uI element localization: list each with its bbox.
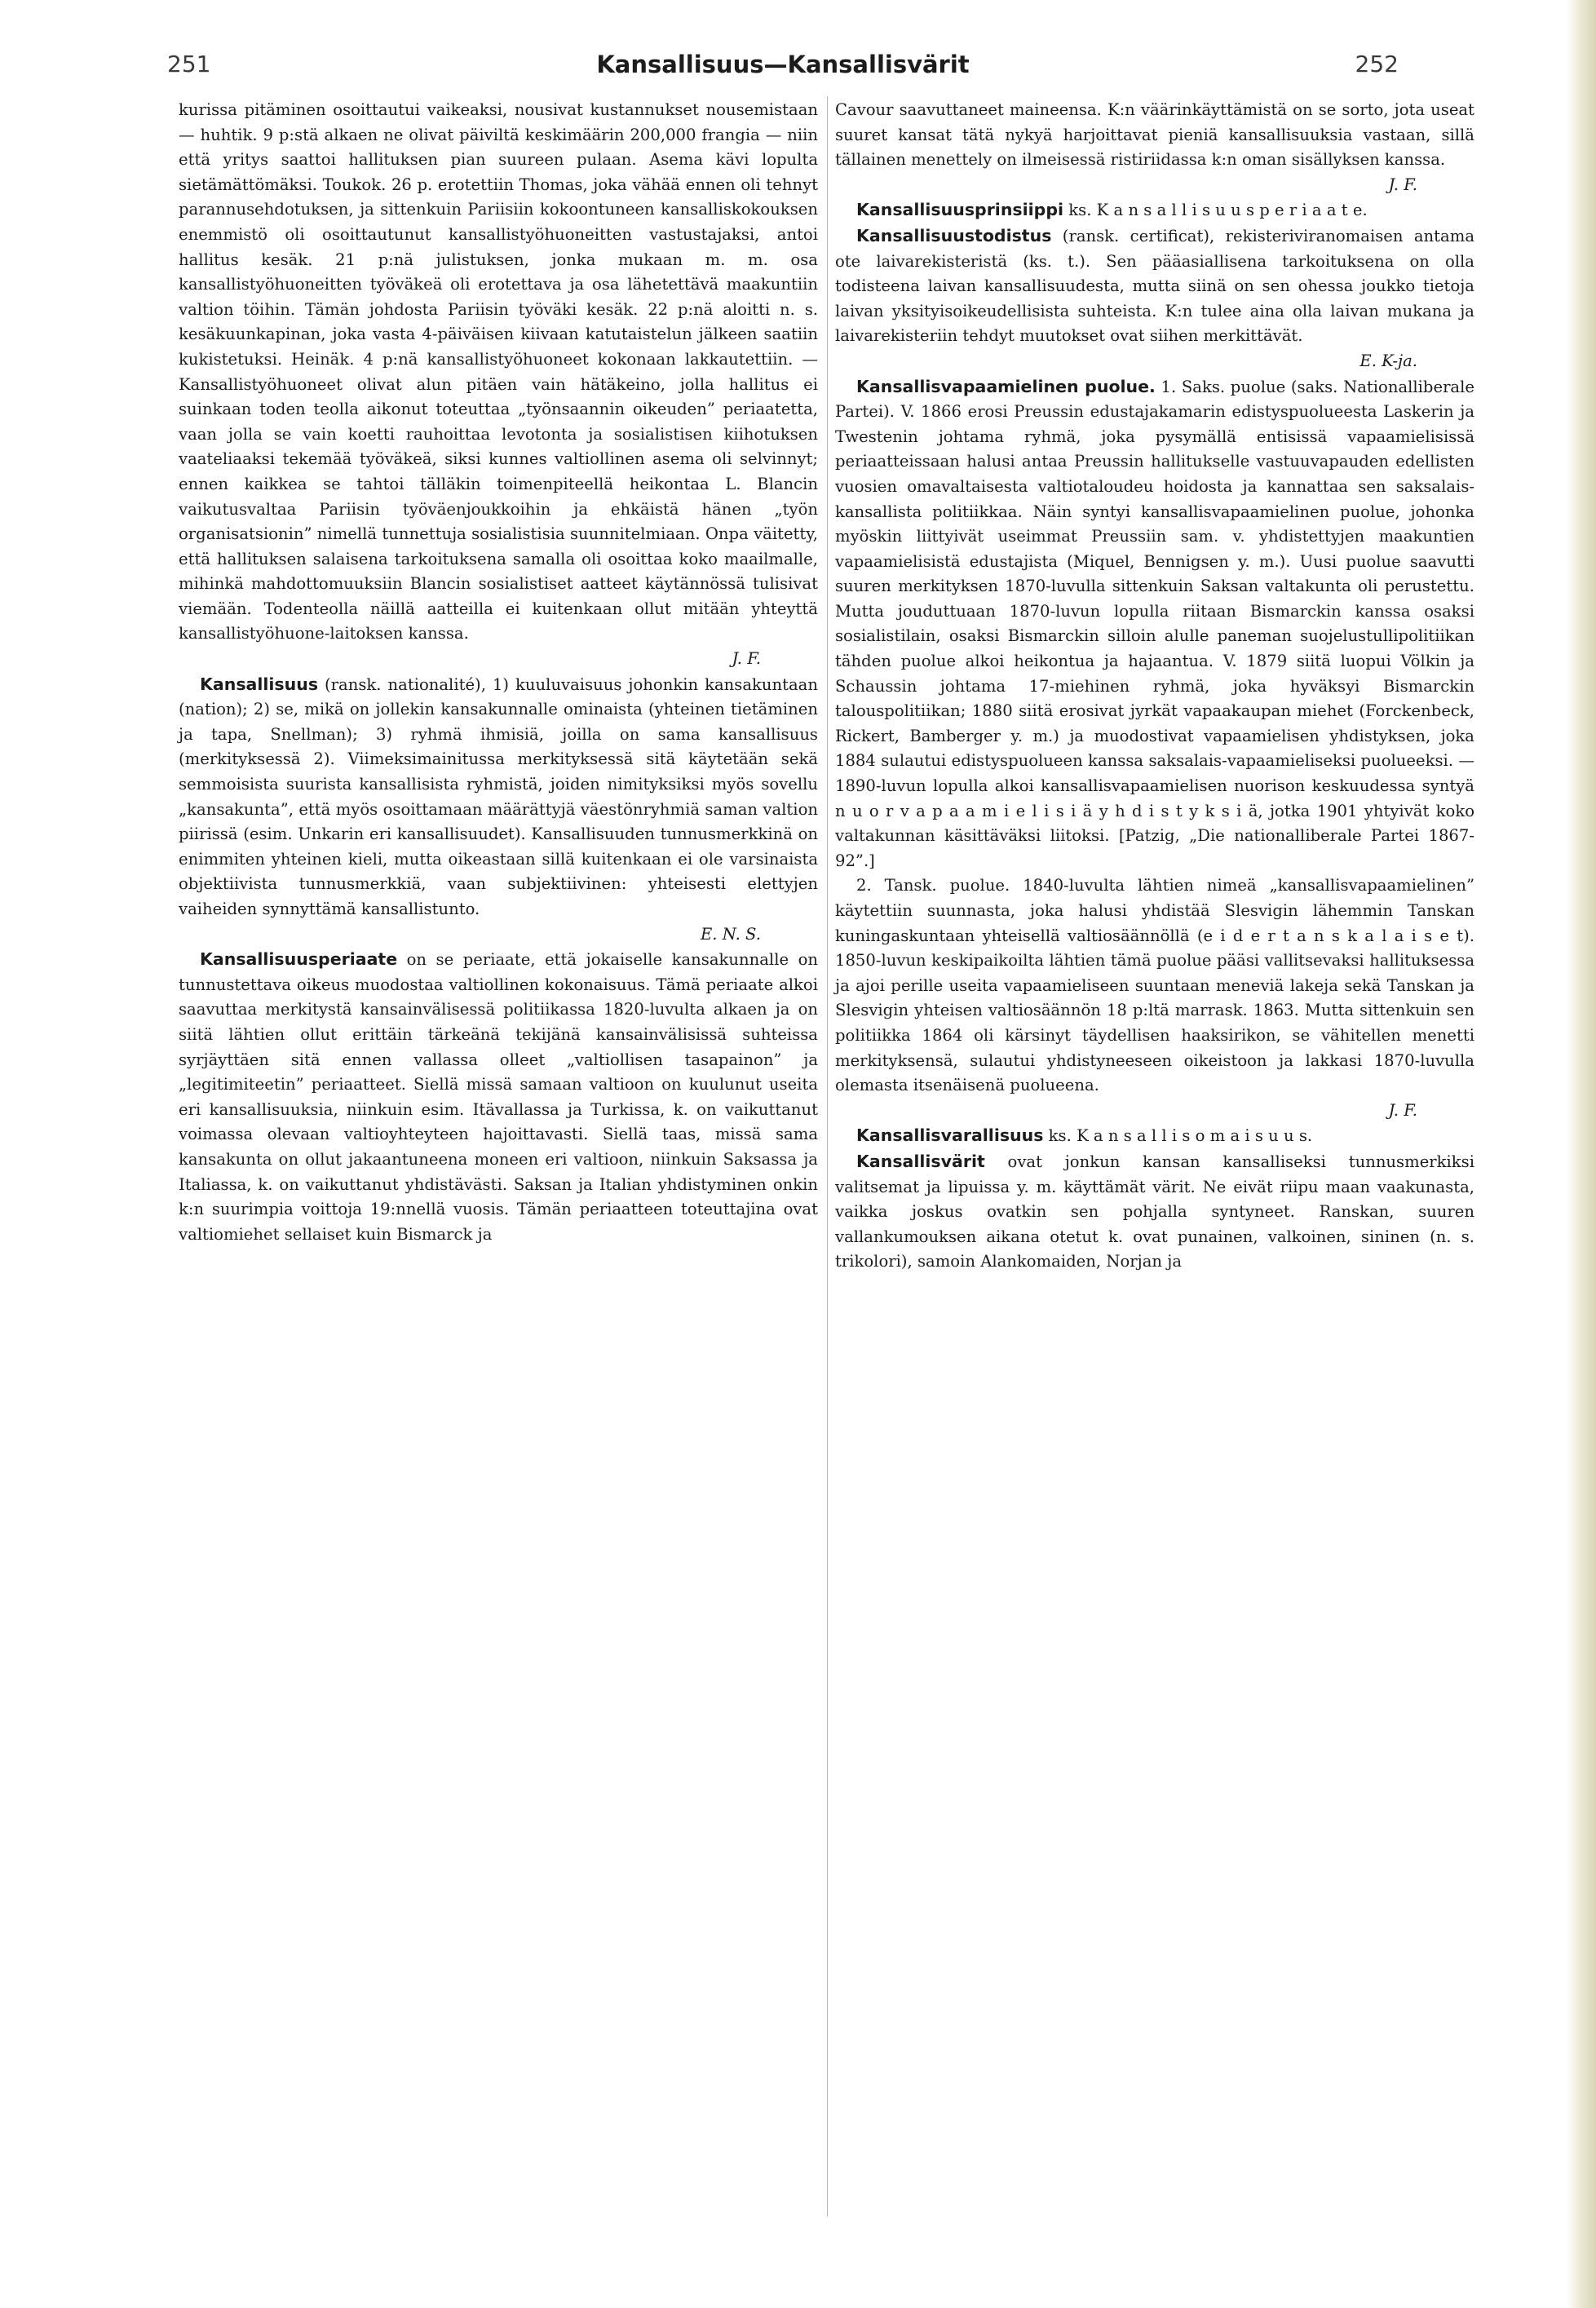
entry-headword: Kansallisvärit <box>856 1151 985 1171</box>
entry-text: on se periaate, että jokaiselle kansakunnalle on tunnustettava oikeus muodostaa valtiollinen kokonaisuus. Tämä periaate alkoi saavuttaa merkitystä kansainvälisessä politiikassa 1820-luvulta alkaen ja on siitä lähtien ollut erittäin tärkeänä tekijänä kansainvälisissä suhteissa syrjäyttäen sitä ennen vallassa olleet „valtiollisen tasapainon” ja „legitimiteetin” periaatteet. Siellä missä samaan valtioon on kuulunut useita eri kansallisuuksia, niinkuin esim. Itävallassa ja Turkissa, k. on vaikuttanut voimassa olevaan valtioyhteyteen hajoittavasti. Siellä taas, missä sama kansakunta on ollut jakaantuneena moneen eri valtioon, niinkuin Saksassa ja Italiassa, k. on vaikuttanut yhdistävästi. Saksan ja Italian yhdistyminen onkin k:n suurimpia voittoja 19:nnellä vuosis. Tämän periaatteen toteuttajina ovat valtiomiehet sellaiset kuin Bismarck ja <box>179 950 818 1244</box>
entry-kansallisuusprinsiippi <box>835 197 1474 223</box>
page-header <box>167 51 1399 88</box>
author-signature: J. F. <box>1388 175 1417 194</box>
entry-kansallisuus <box>179 672 818 922</box>
page-number-left: 251 <box>167 51 211 77</box>
entry-text: ks. K a n s a l l i s u u s p e r i a a t e. <box>1063 201 1368 220</box>
entry-headword: Kansallisuus <box>200 674 319 694</box>
author-signature: E. K-ja. <box>1359 351 1417 370</box>
entry-text: ovat jonkun kansan kansalliseksi tunnusmerkiksi valitsemat ja lipuissa y. m. käyttämät värit. Ne eivät riipu maan vaakunasta, vaikka joskus ovatkin sen pohjalla syntyneet. Ranskan, suuren vallankumouksen aikana otetut k. ovat punainen, valkoinen, sininen (n. s. trikolori), samoin Alankomaiden, Norjan ja <box>835 1152 1474 1271</box>
author-signature: J. F. <box>732 649 761 669</box>
continued-paragraph: kurissa pitäminen osoittautui vaikeaksi, nousivat kustannukset nousemistaan — huhtik. 9 p:stä alkaen ne olivat päiviltä keskimäärin 200,000 frangia — niin että yritys saattoi hallituksen pian suureen pulaan. Asema kävi lopulta sietämättömäksi. Toukok. 26 p. erotettiin Thomas, joka vähää ennen oli tehnyt parannusehdotuksen, ja sittenkuin Pariisiin kokoontuneen kansalliskokouksen enemmistö oli osoittautunut kansallistyöhuoneitten vastustajaksi, antoi hallitus kesäk. 21 p:nä julistuksen, jonka mukaan m. m. osa kansallistyöhuoneitten työväkeä oli erotettava ja osa lähetettävä maakuntiin valtion töihin. Tämän johdosta Pariisin työväki kesäk. 22 p:nä aloitti n. s. kesäkuunkapinan, joka vasta 4-päiväisen kiivaan katutaistelun jälkeen saatiin kukistetuksi. Heinäk. 4 p:nä kansallistyöhuoneet kokonaan lakkautettiin. — Kansallistyöhuoneet olivat alun pitäen vain hätäkeino, jolla hallitus ei suinkaan toden teolla aikonut toteuttaa „työnsaannin oikeuden” periaatetta, vaan jolla se vain koetti rauhoittaa levotonta ja sosialistisen kiihotuksen vaateliaaksi tekemää työväkeä, siksi kunnes valtiollinen asema oli selvinnyt; ennen kaikkea se tahtoi tälläkin toimenpiteellä heikontaa L. Blancin vaikutusvaltaa Pariisin työväenjoukkoihin ja ehkäistä hänen „työn organisatsionin” nimellä tunnettuja sosialistisia suunnitelmiaan. Onpa väitetty, että hallituksen salaisena tarkoituksena samalla oli osoittaa koko maailmalle, mihinkä mahdottomuuksiin Blancin sosialistiset aatteet käytännössä tulisivat viemään. Todenteolla näillä aatteilla ei kuitenkaan ollut mitään yhteyttä kansallistyöhuone-laitoksen kanssa. <box>179 100 818 643</box>
author-signature: E. N. S. <box>700 924 761 944</box>
entry-text: 1. Saks. puolue (saks. Nationalliberale Partei). V. 1866 erosi Preussin edustajakamarin edistyspuolueesta Laskerin ja Twestenin johtama ryhmä, joka pysymällä entisissä vapaamielisissä periaatteissaan halusi antaa Preussin hallitukselle vastuuvapauden edellisten vuosien omavaltaisesta valtiotaloudeu hoidosta ja kannattaa sen saksalais-kansallista politiikkaa. Näin syntyi kansallisvapaamielinen puolue, johonka myöskin liittyivät useimmat Preussiin sam. v. yhdistettyjen maakuntien vapaamielisistä edustajista (Miquel, Bennigsen y. m.). Uusi puolue saavutti suuren merkityksen 1870-luvulla sittenkuin Saksan valtakunta oli perustettu. Mutta jouduttuaan 1870-luvun lopulla riitaan Bismarckin kanssa osaksi sosialistilain, osaksi Bismarckin silloin alulle paneman suojelustullipolitiikan tähden puolue alkoi heikontua ja hajaantua. V. 1879 siitä luopui Völkin ja Schaussin johtama 17-miehinen ryhmä, joka hyväksyi Bismarckin talouspolitiikan; 1880 siitä erosivat jyrkät vapaakaupan miehet (Forckenbeck, Rickert, Bamberger y. m.) ja muodostivat vapaamielisen yhdistyksen, joka 1884 sulautui edistyspuolueen kanssa saksalais-vapaamieliseksi puolueeksi. — 1890-luvun lopulla alkoi kansallisvapaamielisen nuorison keskuudessa syntyä n u o r v a p a a m i e l i s i ä y h d i s t y k s i ä, jotka 1901 yhtyivät koko valtakunnan käsittäväksi liitoksi. [Patzig, „Die nationalliberale Partei 1867-92”.] <box>835 377 1474 870</box>
entry-kansallisvarallisuus <box>835 1123 1474 1149</box>
entry-headword: Kansallisvarallisuus <box>856 1125 1044 1146</box>
right-column <box>835 98 1474 1275</box>
entry-kansallisvarit <box>835 1149 1474 1275</box>
entry-headword: Kansallisuusperiaate <box>200 949 398 970</box>
entry-kansallisuusperiaate <box>179 947 818 1247</box>
entry-paragraph: 2. Tansk. puolue. 1840-luvulta lähtien nimeä „kansallisvapaamielinen” käytettiin suunnasta, joka halusi yhdistää Slesvigin lähemmin Tanskan kuningaskuntaan yhteisellä valtiosäännöllä (e i d e r t a n s k a l a i s e t). 1850-luvun keskipaikoilta lähtien tämä puolue pääsi vallitsevaksi hallituksessa ja ajoi perille useita vapaamieliseen suuntaan meneviä lakeja sekä Tanskan ja Slesvigin yhteisen valtiosäännön 18 p:ltä marrask. 1863. Mutta sittenkuin sen politiikka 1864 oli kärsinyt täydellisen haaksirikon, se vähitellen menetti merkityksensä, sulautui yhdistyneeseen oikeistoon ja lakkasi 1870-luvulla olemasta itsenäisenä puolueena. <box>835 876 1474 1095</box>
entry-headword: Kansallisvapaamielinen puolue. <box>856 376 1156 396</box>
entry-text: (ransk. nationalité), 1) kuuluvaisuus johonkin kansakuntaan (nation); 2) se, mikä on jollekin kansakunnalle ominaista (yhteinen tietäminen ja tapa, Snellman); 3) ryhmä ihmisiä, joilla on sama kansallisuus (merkityksessä 2). Viimeksimainitussa merkityksessä sitä käytetään sekä semmoisista suurista kansallisista ryhmistä, joiden nimityksiksi myös sovellu „kansakunta”, että myös osoittamaan määrättyjä väestönryhmiä saman valtion piirissä (esim. Unkarin eri kansallisuudet). Kansallisuuden tunnusmerkkinä on enimmiten yhteinen kieli, mutta oikeastaan sillä kuitenkaan ei ole varsinaista objektiivista tunnusmerkkiä, vaan subjektiivinen: yhteisesti elettyjen vaiheiden synnyttämä kansallistunto. <box>179 674 818 918</box>
entry-headword: Kansallisuustodistus <box>856 225 1052 245</box>
continued-paragraph: Cavour saavuttaneet maineensa. K:n väärinkäyttämistä on se sorto, jota useat suuret kansat tätä nykyä harjoittavat pieniä kansallisuuksia vastaan, sillä tällainen menettely on ilmeisessä ristiriidassa k:n oman sisällyksen kanssa. <box>835 100 1474 170</box>
entry-kansallisvapaamielinen-puolue <box>835 374 1474 874</box>
entry-text: (ransk. certificat), rekisteriviranomaisen antama ote laivarekisteristä (ks. t.). Sen pääasiallisena tarkoituksena on olla todisteena laivan kansallisuudesta, mutta siinä on sen ohessa joukko tietoja laivan yksityisoikeudellisista suhteista. K:n tulee aina olla laivan mukana ja laivarekisteriin tehdyt muutokset ovat siihen merkittävät. <box>835 226 1474 346</box>
entry-kansallisuustodistus <box>835 223 1474 349</box>
entry-text: ks. K a n s a l l i s o m a i s u u s. <box>1043 1126 1313 1146</box>
author-signature: J. F. <box>1388 1100 1417 1120</box>
entry-headword: Kansallisuusprinsiippi <box>856 200 1064 220</box>
book-spine-edge <box>1567 0 1596 2308</box>
page-number-right: 252 <box>1355 51 1399 77</box>
left-column <box>179 98 818 1247</box>
column-divider <box>827 96 828 2217</box>
running-title: Kansallisuus—Kansallisvärit <box>596 51 970 78</box>
